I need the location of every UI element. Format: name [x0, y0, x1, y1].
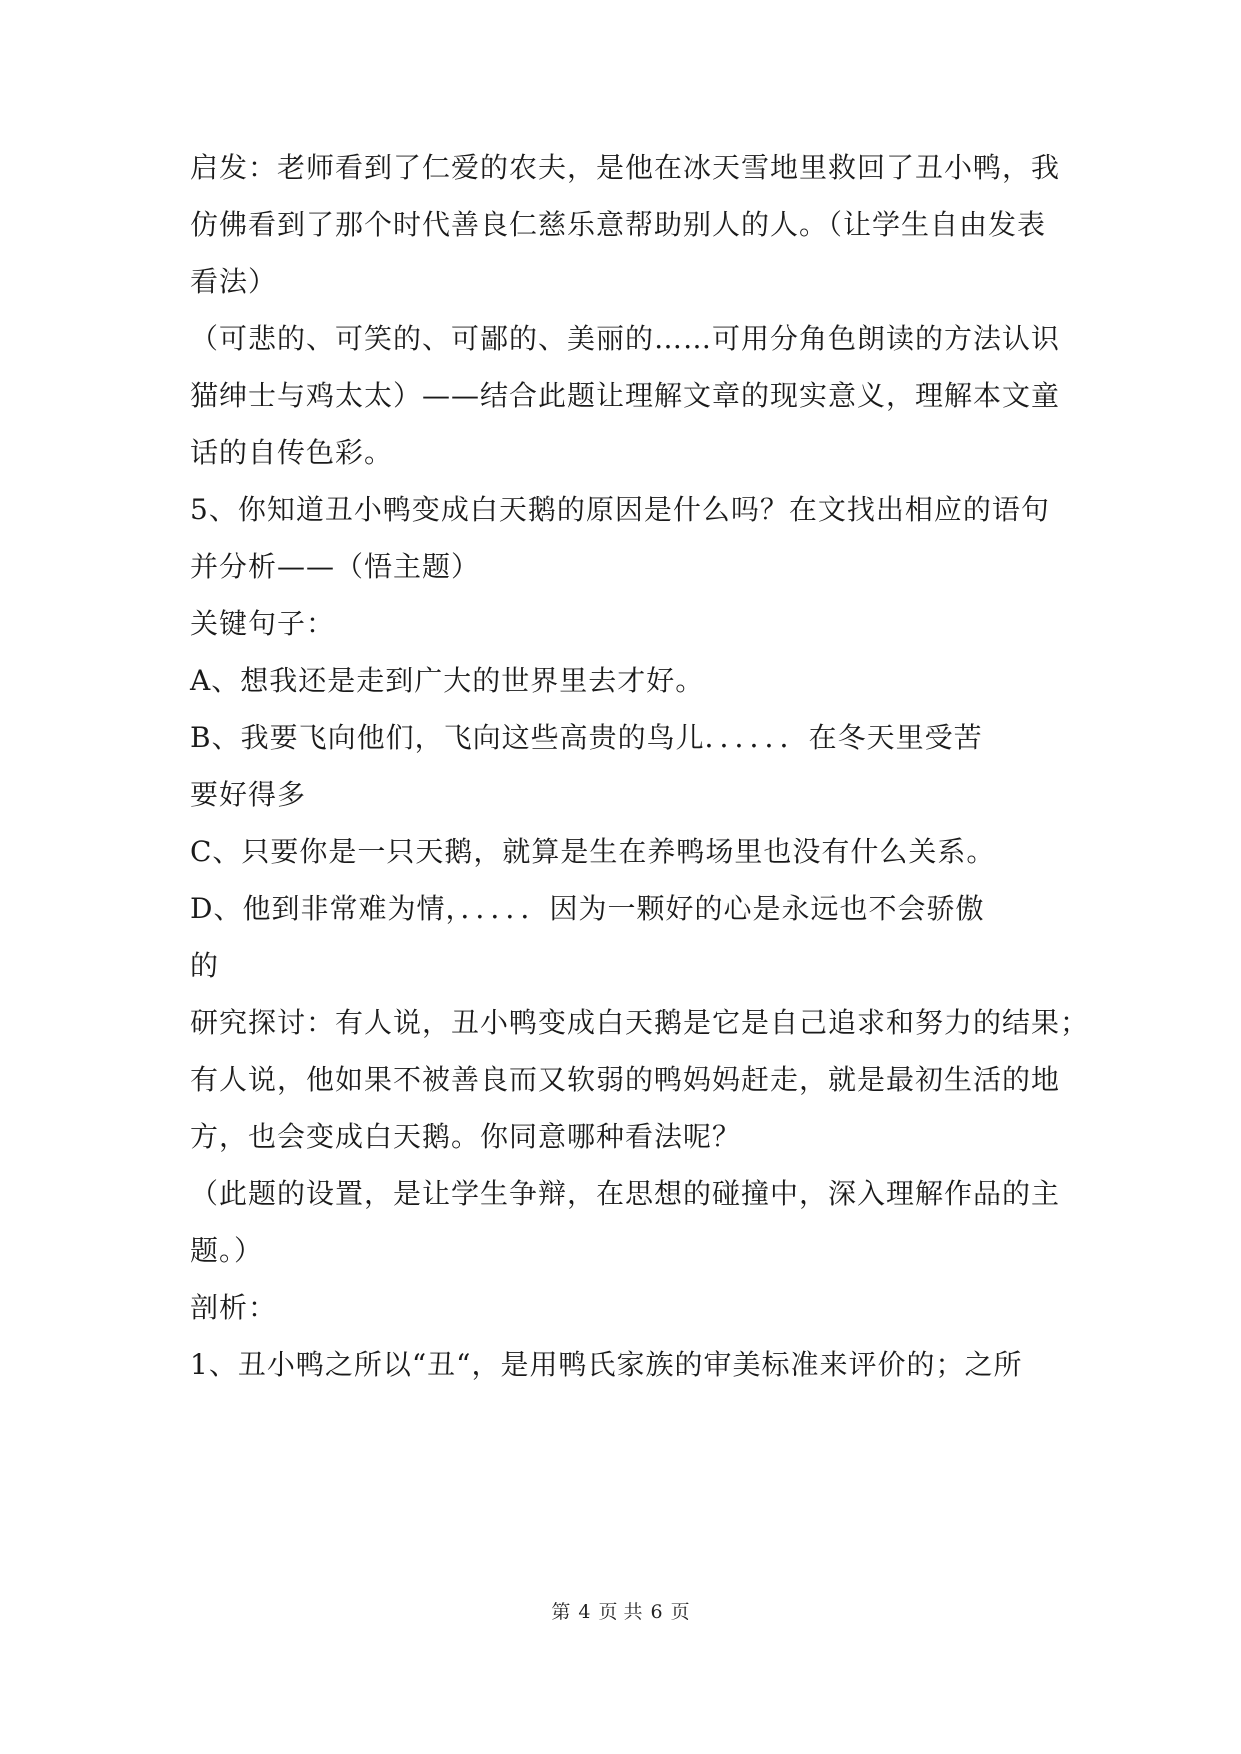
- text-line: 1、丑小鸭之所以“丑“，是用鸭氏家族的审美标准来评价的；之所: [190, 1348, 1023, 1381]
- text-line: 要好得多: [190, 778, 307, 811]
- text-line: 有人说，他如果不被善良而又软弱的鸭妈妈赶走，就是最初生活的地: [190, 1063, 1061, 1096]
- text-line: 5、你知道丑小鸭变成白天鹅的原因是什么吗？在文找出相应的语句: [190, 493, 1050, 526]
- text-line: 题。）: [190, 1234, 264, 1267]
- text-line: B、我要飞向他们，飞向这些高贵的鸟儿．．．．．．在冬天里受苦: [190, 721, 983, 754]
- text-line: C、只要你是一只天鹅，就算是生在养鸭场里也没有什么关系。: [190, 835, 996, 868]
- text-line: 并分析——（悟主题）: [190, 550, 481, 583]
- text-line: 猫绅士与鸡太太）——结合此题让理解文章的现实意义，理解本文童: [190, 379, 1061, 412]
- footer-total-pages: 6: [650, 1601, 663, 1623]
- footer-middle: 页 共: [598, 1601, 643, 1623]
- page-footer: [0, 1600, 1241, 1624]
- text-line: 关键句子：: [190, 607, 336, 640]
- text-line: 仿佛看到了那个时代善良仁慈乐意帮助别人的人。（让学生自由发表: [190, 208, 1047, 241]
- text-line: A、想我还是走到广大的世界里去才好。: [190, 664, 705, 697]
- text-line: （此题的设置，是让学生争辩，在思想的碰撞中，深入理解作品的主: [190, 1177, 1061, 1210]
- footer-suffix: 页: [670, 1601, 690, 1623]
- text-line: 的: [190, 949, 220, 982]
- text-line: 研究探讨：有人说，丑小鸭变成白天鹅是它是自己追求和努力的结果；: [190, 1006, 1090, 1039]
- text-line: 话的自传色彩。: [190, 436, 394, 469]
- text-line: 启发：老师看到了仁爱的农夫，是他在冰天雪地里救回了丑小鸭，我: [190, 151, 1061, 184]
- text-line: 看法）: [190, 265, 278, 298]
- footer-page-number: 4: [578, 1601, 591, 1623]
- text-line: （可悲的、可笑的、可鄙的、美丽的……可用分角色朗读的方法认识: [190, 322, 1061, 355]
- text-line: 剖析：: [190, 1291, 278, 1324]
- footer-prefix: 第: [551, 1601, 571, 1623]
- text-line: D、他到非常难为情，．．．．．因为一颗好的心是永远也不会骄傲: [190, 892, 985, 925]
- text-line: 方，也会变成白天鹅。你同意哪种看法呢？: [190, 1120, 742, 1153]
